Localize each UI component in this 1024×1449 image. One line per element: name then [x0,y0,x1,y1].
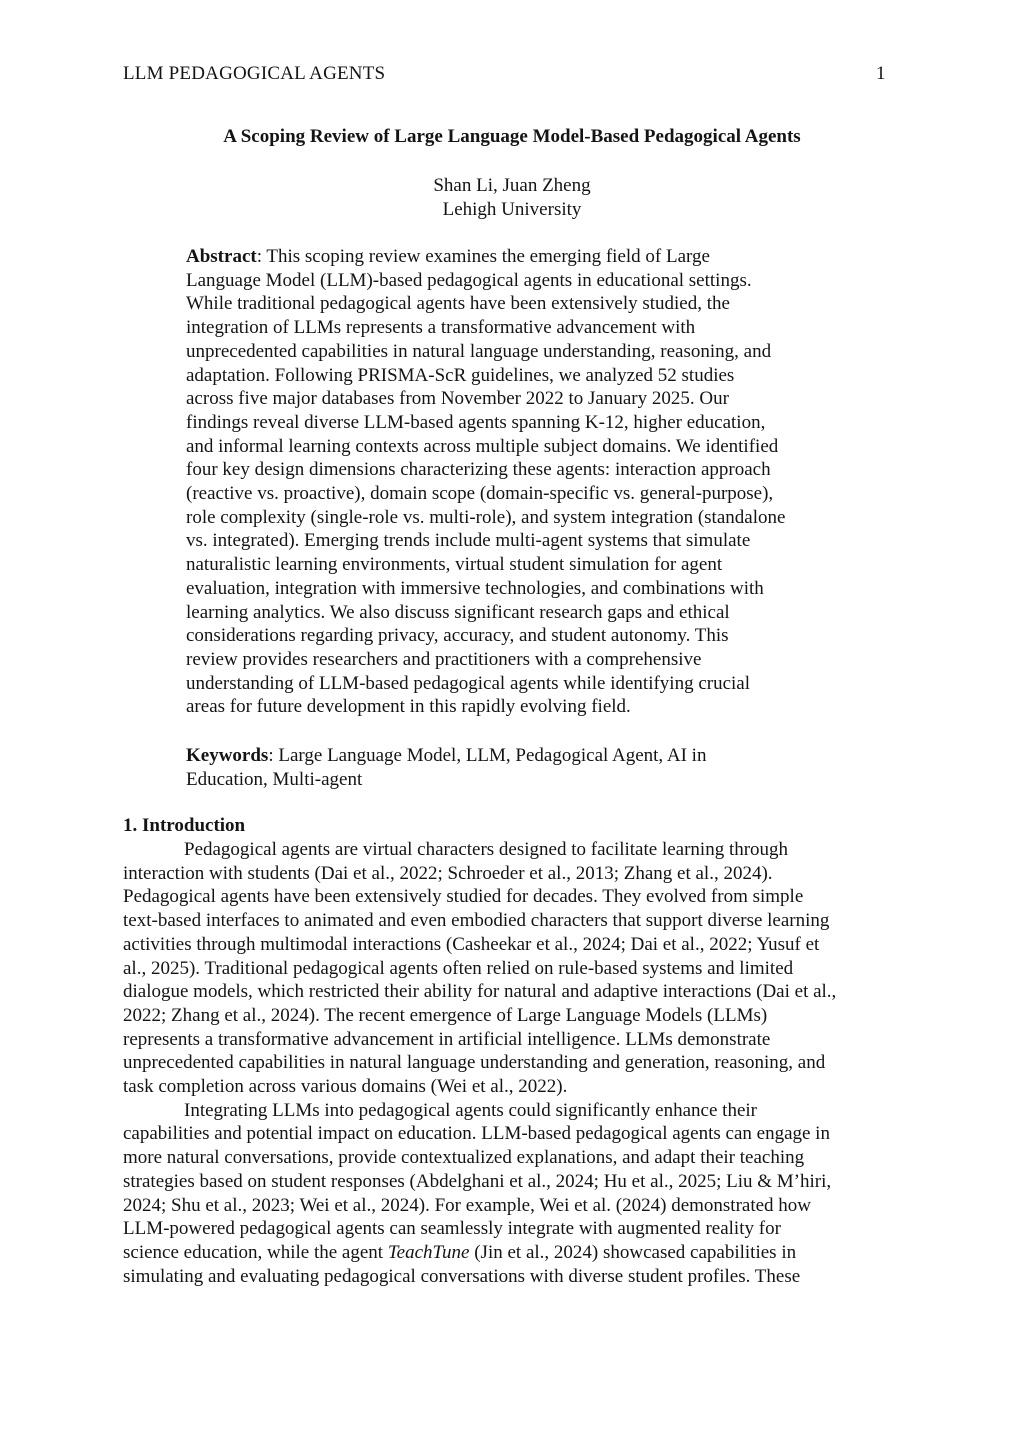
abstract-line: Language Model (LLM)-based pedagogical agents in educational settings. [186,269,752,291]
abstract-line: across five major databases from November 2022 to January 2025. Our [186,388,729,410]
abstract-line: naturalistic learning environments, virtual student simulation for agent [186,554,723,576]
paragraph-line: dialogue models, which restricted their ability for natural and adaptive interactions (Dai et al., [123,981,837,1003]
paragraph-line: simulating and evaluating pedagogical conversations with diverse student profiles. These [123,1265,801,1287]
keywords-first-line: : Large Language Model, LLM, Pedagogical Agent, AI in [268,745,707,766]
paragraph-line: interaction with students (Dai et al., 2022; Schroeder et al., 2013; Zhang et al., 2024). [123,862,773,884]
abstract-line: understanding of LLM-based pedagogical agents while identifying crucial [186,672,751,694]
abstract-line: review provides researchers and practitioners with a comprehensive [186,648,702,670]
paragraph-line: capabilities and potential impact on education. LLM-based pedagogical agents can engage in [123,1123,830,1145]
abstract-line: areas for future development in this rapidly evolving field. [186,696,631,718]
paragraph-line: Integrating LLMs into pedagogical agents could significantly enhance their [184,1099,757,1121]
abstract-line: (reactive vs. proactive), domain scope (domain-specific vs. general-purpose), [186,483,774,505]
keywords [186,744,846,791]
abstract-line: While traditional pedagogical agents have been extensively studied, the [186,293,730,315]
abstract-line: vs. integrated). Emerging trends include multi-agent systems that simulate [186,530,751,552]
paragraph-line: text-based interfaces to animated and even embodied characters that support diverse learning [123,910,830,932]
paragraph-line: al., 2025). Traditional pedagogical agents often relied on rule-based systems and limited [123,957,794,979]
abstract-line: integration of LLMs represents a transformative advancement with [186,317,696,339]
running-head: LLM PEDAGOGICAL AGENTS [123,63,386,84]
paragraph-line: 2024; Shu et al., 2023; Wei et al., 2024). For example, Wei et al. (2024) demonstrated how [123,1194,812,1216]
abstract [186,245,846,719]
paragraph-line: strategies based on student responses (Abdelghani et al., 2024; Hu et al., 2025; Liu & M’hiri, [123,1170,832,1192]
paragraph-line: 2022; Zhang et al., 2024). The recent emergence of Large Language Models (LLMs) [123,1004,768,1026]
author-affiliation: Lehigh University [442,199,582,220]
paragraph-line: LLM-powered pedagogical agents can seamlessly integrate with augmented reality for [123,1218,781,1240]
text-run: (Jin et al., 2024) showcased capabilities in [469,1241,797,1263]
paragraph-line: activities through multimodal interactions (Casheekar et al., 2024; Dai et al., 2022; Yusuf et [123,933,820,955]
abstract-line: findings reveal diverse LLM-based agents spanning K-12, higher education, [186,411,766,433]
paragraph-line: Pedagogical agents are virtual characters designed to facilitate learning through [184,839,789,860]
abstract-label: Abstract [186,246,257,267]
paragraph-line: task completion across various domains (Wei et al., 2022). [123,1076,568,1098]
keywords-line [186,744,846,768]
abstract-line: four key design dimensions characterizing these agents: interaction approach [186,459,771,481]
abstract-line: and informal learning contexts across multiple subject domains. We identified [186,435,779,457]
abstract-line: role complexity (single-role vs. multi-role), and system integration (standalone [186,506,786,528]
introduction-body [123,838,903,1288]
abstract-line: adaptation. Following PRISMA-ScR guidelines, we analyzed 52 studies [186,364,735,386]
paragraph-line: more natural conversations, provide contextualized explanations, and adapt their teaching [123,1147,805,1169]
abstract-line: evaluation, integration with immersive technologies, and combinations with [186,577,764,599]
keywords-label: Keywords [186,745,269,766]
paragraph-line: represents a transformative advancement in artificial intelligence. LLMs demonstrate [123,1028,771,1050]
abstract-line: learning analytics. We also discuss significant research gaps and ethical [186,601,730,623]
page-number: 1 [876,63,886,84]
paragraph-line: Pedagogical agents have been extensively studied for decades. They evolved from simple [123,886,804,908]
paragraph-line: unprecedented capabilities in natural language understanding and generation, reasoning, and [123,1052,826,1074]
keywords-line: Education, Multi-agent [186,768,363,790]
paper-title: A Scoping Review of Large Language Model-Based Pedagogical Agents [223,126,801,147]
abstract-line: considerations regarding privacy, accuracy, and student autonomy. This [186,625,729,647]
abstract-line: unprecedented capabilities in natural language understanding, reasoning, and [186,340,772,362]
agent-name-teachtune: TeachTune [387,1241,470,1263]
section-heading-introduction: 1. Introduction [123,815,246,836]
paragraph-line [123,1241,903,1265]
abstract-first-line: : This scoping review examines the emerging field of Large [256,246,710,267]
author-block [0,174,1024,222]
text-run: science education, while the agent [123,1241,388,1263]
abstract-line [186,245,846,269]
author-names: Shan Li, Juan Zheng [433,175,591,196]
